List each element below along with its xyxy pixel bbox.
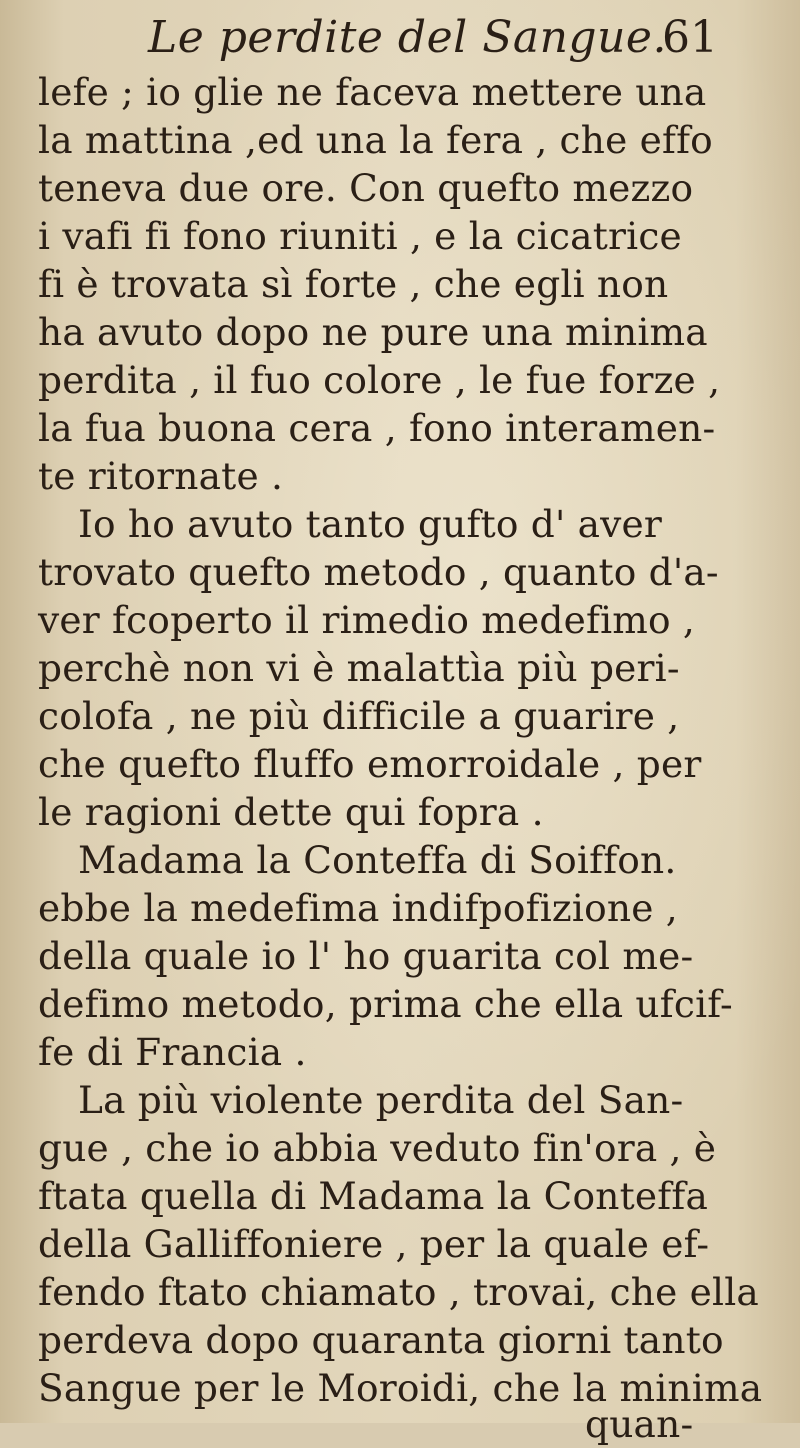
text-line-1: lefe ; io glie ne faceva mettere una bbox=[38, 70, 707, 114]
text-line-15: che quefto fluffo emorroidale , per bbox=[38, 742, 702, 786]
text-line-14: colofa , ne più difficile a guarire , bbox=[38, 694, 680, 738]
text-line-6: ha avuto dopo ne pure una minima bbox=[38, 310, 708, 354]
text-line-25: della Galliffoniere , per la quale ef- bbox=[38, 1222, 710, 1266]
text-line-16: le ragioni dette qui fopra . bbox=[38, 790, 544, 834]
text-line-12: ver fcoperto il rimedio medefimo , bbox=[38, 598, 696, 642]
catchword: quan- bbox=[585, 1402, 694, 1446]
text-line-2: la mattina ,ed una la fera , che effo bbox=[38, 118, 713, 162]
text-line-9: te ritornate . bbox=[38, 454, 284, 498]
paragraph-start-4: La più violente perdita del San- bbox=[78, 1078, 684, 1122]
text-line-13: perchè non vi è malattìa più peri- bbox=[38, 646, 680, 690]
text-line-8: la fua buona cera , fono interamen- bbox=[38, 406, 716, 450]
page-number: 61 bbox=[662, 12, 718, 63]
text-line-19: della quale io l' ho guarita col me- bbox=[38, 934, 694, 978]
text-line-18: ebbe la medefima indifpofizione , bbox=[38, 886, 678, 930]
text-line-5: fi è trovata sì forte , che egli non bbox=[38, 262, 669, 306]
running-title: Le perdite del Sangue. bbox=[148, 12, 667, 63]
text-line-28: Sangue per le Moroidi, che la minima bbox=[38, 1366, 763, 1410]
text-line-23: gue , che io abbia veduto fin'ora , è bbox=[38, 1126, 717, 1170]
text-line-11: trovato quefto metodo , quanto d'a- bbox=[38, 550, 719, 594]
text-line-20: defimo metodo, prima che ella ufcif- bbox=[38, 982, 733, 1026]
text-line-7: perdita , il fuo colore , le fue forze , bbox=[38, 358, 721, 402]
text-line-21: fe di Francia . bbox=[38, 1030, 307, 1074]
text-line-26: fendo ftato chiamato , trovai, che ella bbox=[38, 1270, 759, 1314]
text-line-4: i vafi fi fono riuniti , e la cicatrice bbox=[38, 214, 682, 258]
paragraph-start-3: Madama la Conteffa di Soiffon. bbox=[78, 838, 677, 882]
text-line-24: ftata quella di Madama la Conteffa bbox=[38, 1174, 709, 1218]
text-line-27: perdeva dopo quaranta giorni tanto bbox=[38, 1318, 724, 1362]
paragraph-start-2: Io ho avuto tanto gufto d' aver bbox=[78, 502, 663, 546]
text-line-3: teneva due ore. Con quefto mezzo bbox=[38, 166, 694, 210]
